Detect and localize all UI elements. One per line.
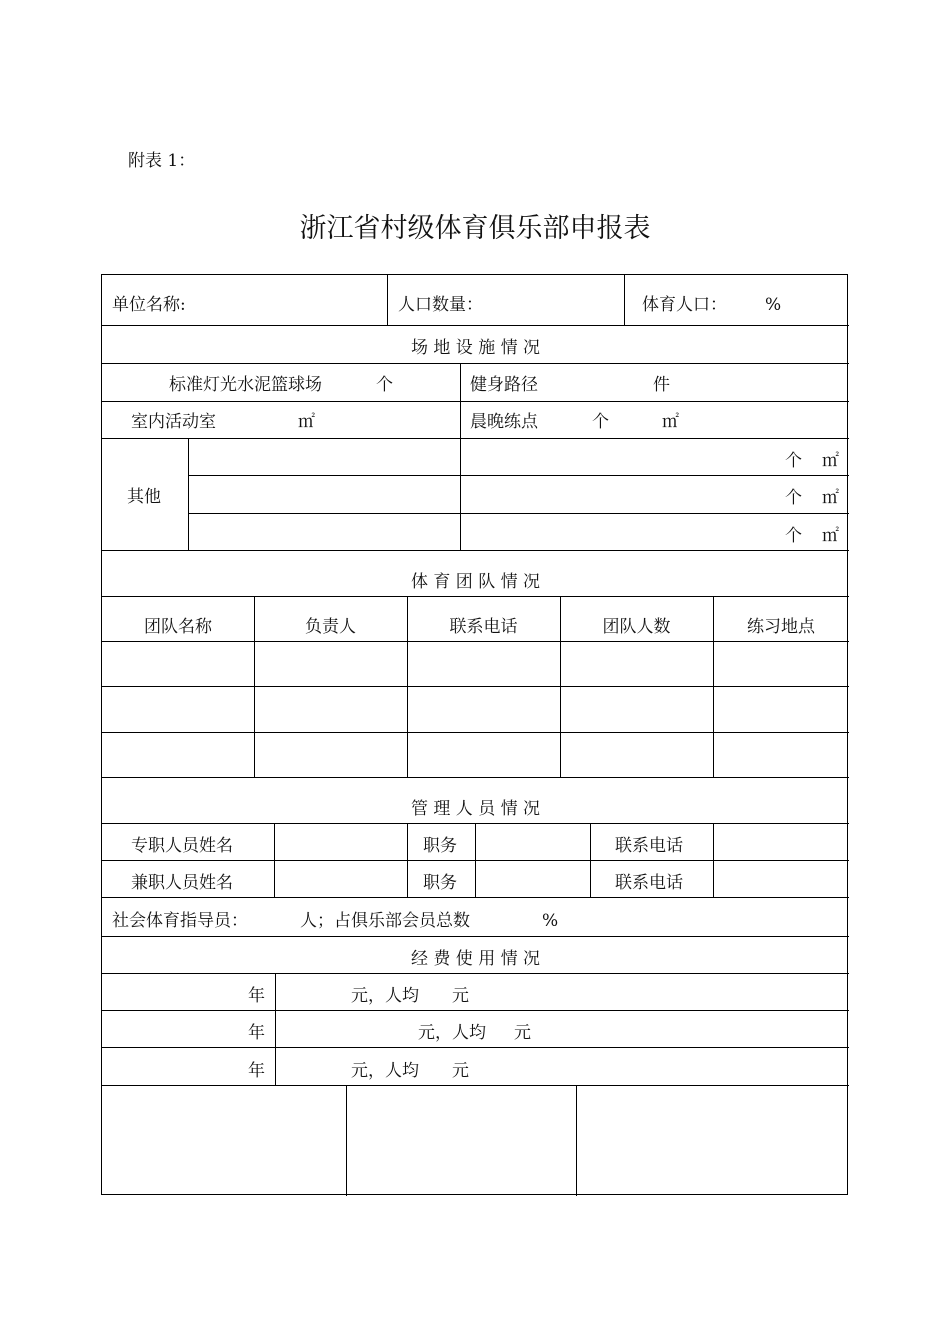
indoor-room-label: 室内活动室 xyxy=(131,412,216,432)
teams-row-2[interactable] xyxy=(102,687,849,732)
teams-row-1[interactable] xyxy=(102,642,849,686)
attachment-label: 附表 1： xyxy=(128,151,196,171)
funding-row-3-year: 年 xyxy=(248,1061,265,1081)
bottom-cell-1[interactable] xyxy=(102,1086,346,1195)
other-row-1-area-unit: ㎡ xyxy=(822,451,839,471)
teams-col-size: 团队人数 xyxy=(602,617,671,637)
teams-col-name: 团队名称 xyxy=(144,617,212,637)
population-label: 人口数量： xyxy=(398,295,483,315)
fulltime-position-label: 职务 xyxy=(423,836,457,856)
funding-row-2-year: 年 xyxy=(248,1023,265,1043)
funding-row-2-per: 元 xyxy=(514,1023,531,1043)
funding-row-1-yuan: 元，人均 xyxy=(351,986,419,1006)
funding-row-3-per: 元 xyxy=(452,1061,469,1081)
other-row-2-area-unit: ㎡ xyxy=(822,488,839,508)
teams-row-3[interactable] xyxy=(102,733,849,777)
funding-row-2-yuan: 元，人均 xyxy=(418,1023,486,1043)
parttime-name-label: 兼职人员姓名 xyxy=(131,873,233,893)
basketball-court-label: 标准灯光水泥篮球场 xyxy=(169,375,322,395)
management-section-title: 管 理 人 员 情 况 xyxy=(410,799,541,819)
funding-row-3-yuan: 元，人均 xyxy=(351,1061,419,1081)
teams-col-location: 练习地点 xyxy=(747,617,815,637)
fitness-path-label: 健身路径 xyxy=(470,375,538,395)
facilities-section-title: 场 地 设 施 情 况 xyxy=(410,338,541,358)
teams-col-phone: 联系电话 xyxy=(449,617,518,637)
fitness-path-unit: 件 xyxy=(653,375,670,395)
bottom-cell-3[interactable] xyxy=(577,1086,848,1195)
indoor-room-unit: ㎡ xyxy=(298,412,315,432)
teams-section-title: 体 育 团 队 情 况 xyxy=(410,572,541,592)
parttime-position-label: 职务 xyxy=(423,873,457,893)
other-row-2-count-unit: 个 xyxy=(785,488,802,508)
teams-col-leader: 负责人 xyxy=(305,617,356,637)
morning-point-area-unit: ㎡ xyxy=(662,412,679,432)
bottom-cell-2[interactable] xyxy=(347,1086,576,1195)
morning-point-label: 晨晚练点 xyxy=(470,412,538,432)
basketball-court-unit: 个 xyxy=(376,375,393,395)
instructors-percent: % xyxy=(542,911,559,931)
fulltime-name-label: 专职人员姓名 xyxy=(131,836,233,856)
instructors-unit: 人；占俱乐部会员总数 xyxy=(300,911,470,931)
parttime-phone-label: 联系电话 xyxy=(615,873,683,893)
sport-population-label: 体育人口： xyxy=(642,295,727,315)
funding-row-1-year: 年 xyxy=(248,986,265,1006)
other-row-1-count-unit: 个 xyxy=(785,451,802,471)
other-label: 其他 xyxy=(127,487,161,507)
fulltime-phone-label: 联系电话 xyxy=(615,836,683,856)
other-row-3-area-unit: ㎡ xyxy=(822,526,839,546)
unit-name-field[interactable] xyxy=(202,279,382,321)
population-field[interactable] xyxy=(487,279,619,321)
sport-population-percent: % xyxy=(765,295,782,315)
funding-row-1-per: 元 xyxy=(452,986,469,1006)
unit-name-label: 单位名称: xyxy=(112,295,186,315)
other-row-3-count-unit: 个 xyxy=(785,526,802,546)
instructors-label: 社会体育指导员： xyxy=(112,911,248,931)
application-form xyxy=(101,274,848,1195)
page-title: 浙江省村级体育俱乐部申报表 xyxy=(299,213,651,244)
funding-section-title: 经 费 使 用 情 况 xyxy=(410,949,541,969)
morning-point-count-unit: 个 xyxy=(592,412,609,432)
